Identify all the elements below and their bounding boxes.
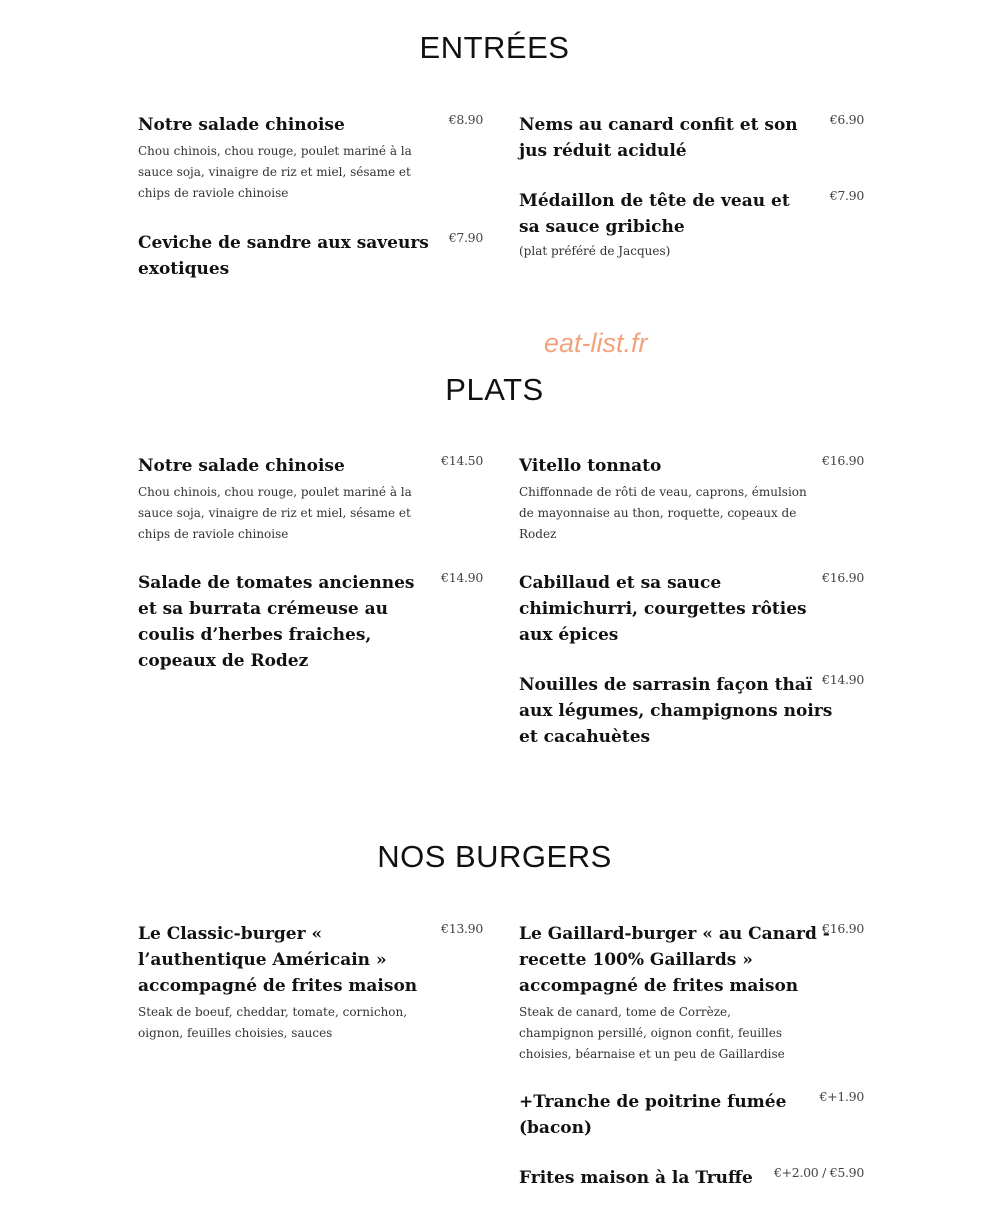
menu-item-name: Notre salade chinoise bbox=[138, 115, 345, 135]
menu-item-price: €16.90 bbox=[822, 570, 864, 585]
menu-item-price: €+2.00 / €5.90 bbox=[773, 1165, 864, 1180]
menu-item-description: Steak de boeuf, cheddar, tomate, cornichon, oignon, feuilles choisies, sauces bbox=[138, 1005, 408, 1040]
menu-item-price: €8.90 bbox=[448, 112, 483, 127]
menu-item-price: €7.90 bbox=[829, 188, 864, 203]
menu-item-price: €16.90 bbox=[822, 453, 864, 468]
menu-item-name: Le Gaillard-burger « au Canard - recette 100% Gaillards » accompagné de frites maison bbox=[519, 924, 830, 996]
menu-item-price: €13.90 bbox=[441, 921, 483, 936]
menu-item-name: Salade de tomates anciennes et sa burrata crémeuse au coulis d’herbes fraiches, copeaux de Rodez bbox=[138, 573, 415, 671]
menu-item-price: €7.90 bbox=[448, 230, 483, 245]
menu-item bbox=[519, 1089, 864, 1141]
menu-item-description: Chou chinois, chou rouge, poulet mariné à la sauce soja, vinaigre de riz et miel, sésame et chips de raviole chinoise bbox=[138, 485, 412, 541]
menu-item bbox=[138, 230, 483, 282]
menu-item-price: €14.50 bbox=[441, 453, 483, 468]
menu-item-price: €14.90 bbox=[822, 672, 864, 687]
menu-item bbox=[138, 570, 483, 674]
section-title-plats: PLATS bbox=[445, 372, 544, 407]
menu-item bbox=[519, 921, 864, 1065]
menu-item-price: €14.90 bbox=[441, 570, 483, 585]
menu-item bbox=[519, 188, 864, 262]
menu-item-name: Le Classic-burger « l’authentique Américain » accompagné de frites maison bbox=[138, 924, 418, 996]
section-title-burgers: NOS BURGERS bbox=[377, 839, 612, 874]
menu-item-description: Steak de canard, tome de Corrèze, champignon persillé, oignon confit, feuilles choisies, béarnaise et un peu de Gaillardise bbox=[519, 1005, 785, 1061]
menu-item bbox=[519, 570, 864, 648]
section-title-entrees: ENTRÉES bbox=[419, 30, 570, 65]
menu-item-name: Cabillaud et sa sauce chimichurri, courgettes rôties aux épices bbox=[519, 573, 807, 645]
menu-item-description: (plat préféré de Jacques) bbox=[519, 244, 671, 258]
menu-item-name: +Tranche de poitrine fumée (bacon) bbox=[519, 1092, 787, 1138]
menu-item-price: €16.90 bbox=[822, 921, 864, 936]
menu-item bbox=[519, 453, 864, 545]
menu-item-price: €6.90 bbox=[829, 112, 864, 127]
menu-item-name: Frites maison à la Truffe bbox=[519, 1168, 753, 1188]
menu-item bbox=[138, 921, 483, 1044]
menu-item bbox=[519, 672, 864, 750]
menu-item-name: Notre salade chinoise bbox=[138, 456, 345, 476]
menu-item-price: €+1.90 bbox=[819, 1089, 864, 1104]
menu-item bbox=[519, 1165, 864, 1191]
menu-item bbox=[138, 112, 483, 204]
menu-item-name: Ceviche de sandre aux saveurs exotiques bbox=[138, 233, 429, 279]
menu-item bbox=[519, 112, 864, 164]
menu-item-name: Nouilles de sarrasin façon thaï aux légumes, champignons noirs et cacahuètes bbox=[519, 675, 833, 747]
menu-item-description: Chou chinois, chou rouge, poulet mariné à la sauce soja, vinaigre de riz et miel, sésame et chips de raviole chinoise bbox=[138, 144, 412, 200]
menu-item-name: Médaillon de tête de veau et sa sauce gribiche bbox=[519, 191, 790, 237]
watermark: eat-list.fr bbox=[544, 328, 648, 358]
menu-item-description: Chiffonnade de rôti de veau, caprons, émulsion de mayonnaise au thon, roquette, copeaux de Rodez bbox=[519, 485, 807, 541]
menu-item bbox=[138, 453, 483, 545]
menu-item-name: Vitello tonnato bbox=[519, 456, 662, 476]
menu-item-name: Nems au canard confit et son jus réduit acidulé bbox=[519, 115, 798, 161]
